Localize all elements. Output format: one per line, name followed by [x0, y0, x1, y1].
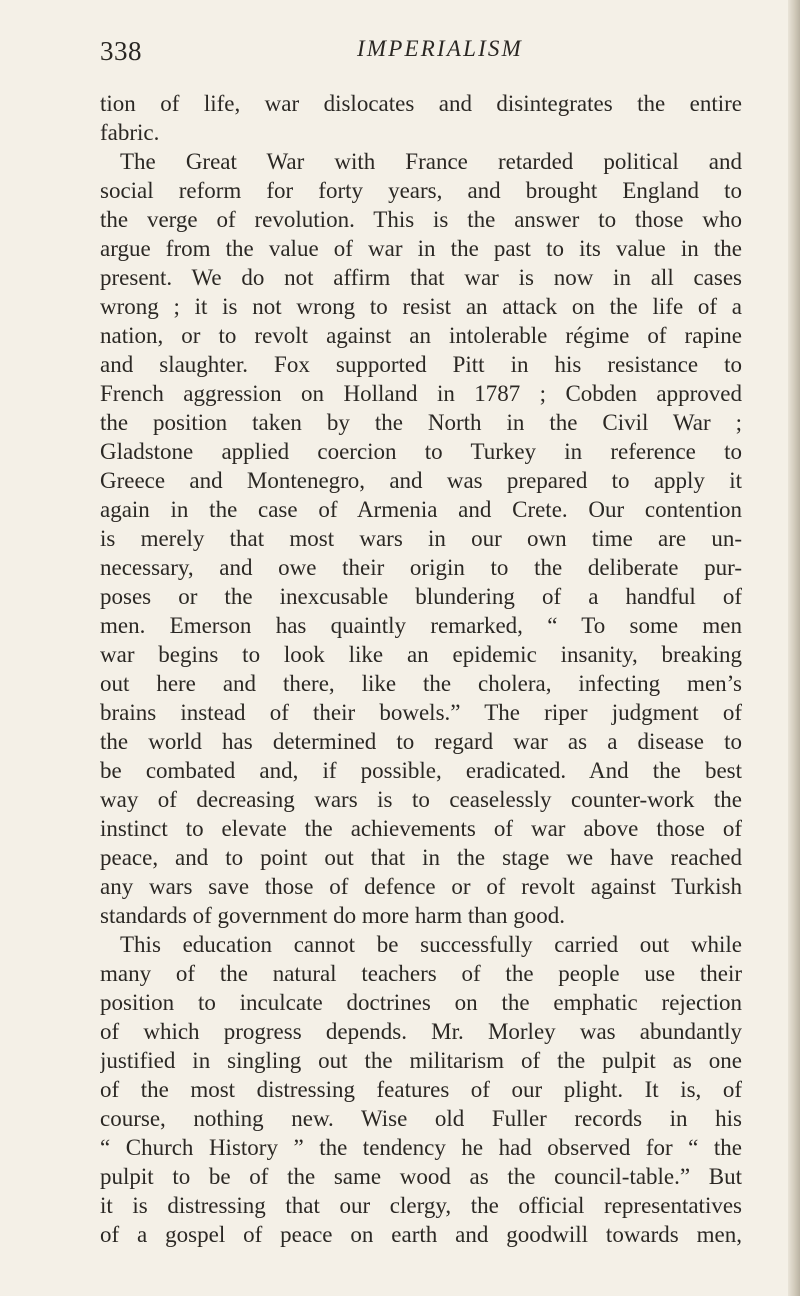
text-line: of a gospel of peace on earth and goodwill towards men,	[100, 1222, 742, 1247]
text-line: fabric.	[100, 120, 160, 145]
text-line: pulpit to be of the same wood as the council-table.” But	[100, 1164, 742, 1189]
text-line: justified in singling out the militarism of the pulpit as one	[100, 1048, 742, 1073]
text-line: the verge of revolution. This is the answer to those who	[100, 207, 742, 232]
text-line: of which progress depends. Mr. Morley was abundantly	[100, 1019, 742, 1044]
text-line: “ Church History ” the tendency he had observed for “ the	[100, 1135, 742, 1160]
text-line: is merely that most wars in our own time are un-	[100, 526, 742, 551]
text-line: French aggression on Holland in 1787 ; Cobden approved	[100, 381, 742, 406]
text-line: social reform for forty years, and brought England to	[100, 178, 742, 203]
running-head: IMPERIALISM	[357, 36, 523, 61]
text-line: Greece and Montenegro, and was prepared to apply it	[100, 468, 742, 493]
text-line: present. We do not affirm that war is now in all cases	[100, 265, 742, 290]
body-text	[100, 89, 742, 1249]
text-line: the world has determined to regard war as a disease to	[100, 729, 742, 754]
text-line: position to inculcate doctrines on the emphatic rejection	[100, 990, 742, 1015]
text-line: any wars save those of defence or of revolt against Turkish	[100, 874, 742, 899]
text-line: peace, and to point out that in the stage we have reached	[100, 845, 742, 870]
text-line: course, nothing new. Wise old Fuller records in his	[100, 1106, 742, 1131]
text-line: instinct to elevate the achievements of war above those of	[100, 816, 742, 841]
text-line: war begins to look like an epidemic insanity, breaking	[100, 642, 742, 667]
text-line: necessary, and owe their origin to the deliberate pur-	[100, 555, 742, 580]
text-line: standards of government do more harm than good.	[100, 903, 565, 928]
text-line: many of the natural teachers of the people use their	[100, 961, 742, 986]
text-line: poses or the inexcusable blundering of a handful of	[100, 584, 742, 609]
text-line: of the most distressing features of our plight. It is, of	[100, 1077, 742, 1102]
page-edge-shadow	[788, 0, 800, 1296]
text-line: argue from the value of war in the past to its value in the	[100, 236, 742, 261]
text-line: the position taken by the North in the Civil War ;	[100, 410, 742, 435]
text-line: Gladstone applied coercion to Turkey in reference to	[100, 439, 742, 464]
text-line: nation, or to revolt against an intolerable régime of rapine	[100, 323, 742, 348]
page-header	[100, 36, 740, 76]
text-line: it is distressing that our clergy, the official representatives	[100, 1193, 742, 1218]
text-line: way of decreasing wars is to ceaselessly counter-work the	[100, 787, 742, 812]
text-line: wrong ; it is not wrong to resist an attack on the life of a	[100, 294, 742, 319]
text-line: be combated and, if possible, eradicated. And the best	[100, 758, 742, 783]
page-number: 338	[100, 36, 142, 66]
text-line: The Great War with France retarded political and	[120, 149, 742, 174]
text-line: brains instead of their bowels.” The riper judgment of	[100, 700, 742, 725]
text-line: This education cannot be successfully carried out while	[120, 932, 742, 957]
text-line: men. Emerson has quaintly remarked, “ To some men	[100, 613, 742, 638]
text-line: tion of life, war dislocates and disintegrates the entire	[100, 91, 742, 116]
text-line: out here and there, like the cholera, infecting men’s	[100, 671, 742, 696]
text-line: again in the case of Armenia and Crete. Our contention	[100, 497, 742, 522]
text-line: and slaughter. Fox supported Pitt in his resistance to	[100, 352, 742, 377]
